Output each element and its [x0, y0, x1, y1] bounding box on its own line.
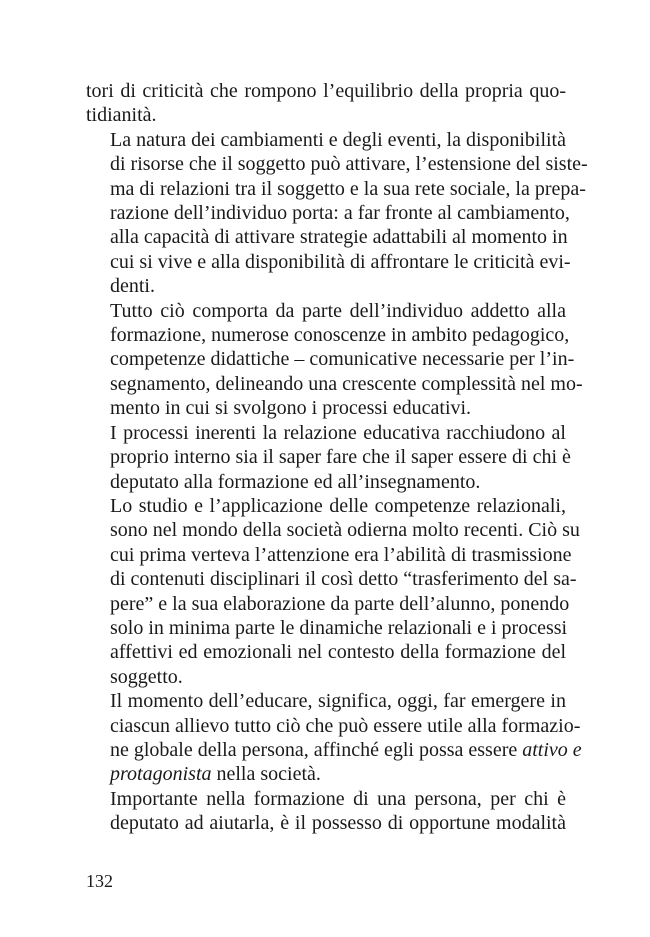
- paragraph-5: [86, 494, 580, 689]
- text-line: denti.: [110, 275, 155, 298]
- text-line: competenze didattiche – comunicative necessarie per l’in-: [110, 348, 575, 371]
- text-line: segnamento, delineando una crescente complessità nel mo-: [110, 372, 583, 395]
- page-body: [86, 79, 588, 836]
- text-line: ma di relazioni tra il soggetto e la sua rete sociale, la prepa-: [110, 177, 586, 200]
- text-line: [86, 762, 566, 786]
- paragraph-1: [86, 79, 566, 128]
- paragraph-7: [86, 787, 566, 836]
- text-line: tidianità.: [86, 104, 157, 127]
- text-line: di risorse che il soggetto può attivare, l’estensione del siste-: [110, 153, 588, 176]
- text-line: di contenuti disciplinari il così detto “trasferimento del sa-: [110, 568, 577, 591]
- text-line: sono nel mondo della società odierna molto recenti. Ciò su: [110, 519, 580, 542]
- text-line: alla capacità di attivare strategie adattabili al momento in: [110, 226, 568, 249]
- text-line: cui si vive e alla disponibilità di affrontare le criticità evi-: [110, 250, 571, 273]
- text-line: proprio interno sia il saper fare che il saper essere di chi è: [110, 446, 571, 469]
- text-line: cui prima verteva l’attenzione era l’abilità di trasmissione: [110, 543, 572, 566]
- text-line: [86, 738, 582, 762]
- text-segment: nella società.: [211, 763, 321, 786]
- emphasis-text: attivo e: [522, 738, 582, 761]
- text-line: soggetto.: [110, 665, 183, 688]
- text-line: deputato ad aiutarla, è il possesso di opportune modalità: [110, 812, 566, 835]
- paragraph-3: [86, 299, 583, 421]
- text-line: deputato alla formazione ed all’insegnamento.: [110, 470, 481, 493]
- paragraph-6: [86, 689, 582, 787]
- text-line: razione dell’individuo porta: a far fronte al cambiamento,: [110, 202, 570, 225]
- paragraph-2: [86, 128, 588, 299]
- text-line: Tutto ciò comporta da parte dell’individuo addetto alla: [110, 299, 566, 322]
- text-line: formazione, numerose conoscenze in ambito pedagogico,: [110, 324, 570, 347]
- text-line: Il momento dell’educare, significa, oggi, far emergere in: [110, 690, 566, 713]
- page-number: 132: [86, 871, 113, 891]
- text-line: I processi inerenti la relazione educativa racchiudono al: [110, 421, 566, 444]
- text-line: mento in cui si svolgono i processi educativi.: [110, 397, 472, 420]
- text-line: solo in minima parte le dinamiche relazionali e i processi: [110, 616, 568, 639]
- paragraph-4: [86, 421, 571, 494]
- text-line: tori di criticità che rompono l’equilibrio della propria quo-: [86, 80, 566, 102]
- text-line: Lo studio e l’applicazione delle competenze relazionali,: [110, 494, 566, 517]
- text-line: affettivi ed emozionali nel contesto della formazione del: [110, 641, 566, 664]
- text-line: Importante nella formazione di una persona, per chi è: [110, 787, 566, 810]
- text-line: La natura dei cambiamenti e degli eventi, la disponibilità: [110, 128, 566, 151]
- text-segment: ne globale della persona, affinché egli possa essere: [110, 738, 518, 761]
- text-line: ciascun allievo tutto ciò che può essere utile alla formazio-: [110, 714, 581, 737]
- text-line: pere” e la sua elaborazione da parte dell’alunno, ponendo: [110, 592, 570, 615]
- emphasis-text: protagonista: [110, 763, 212, 786]
